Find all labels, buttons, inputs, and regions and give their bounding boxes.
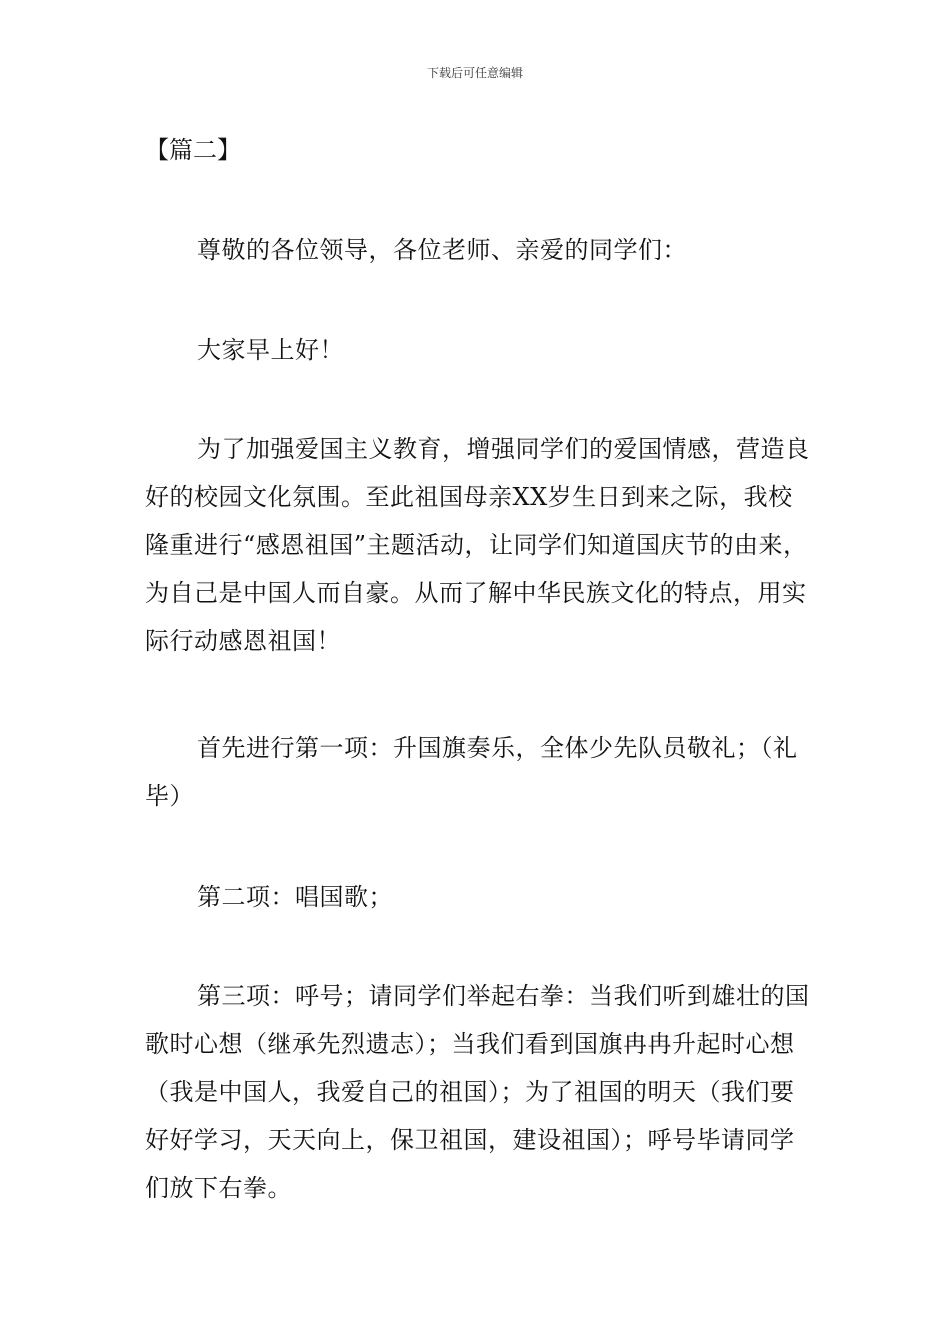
intro-paragraph: 为了加强爱国主义教育，增强同学们的爱国情感，营造良好的校园文化氛围。至此祖国母亲XX岁生日到来之际，我校隆重进行“感恩祖国”主题活动，让同学们知道国庆节的由来，为自己是中国人而自豪。从而了解中华民族文化的特点，用实际行动感恩祖国！ bbox=[145, 435, 810, 655]
greeting-paragraph: 尊敬的各位领导，各位老师、亲爱的同学们： bbox=[197, 236, 687, 264]
morning-greeting-paragraph: 大家早上好！ bbox=[197, 336, 344, 364]
item-three-paragraph: 第三项：呼号；请同学们举起右拳：当我们听到雄壮的国歌时心想（继承先烈遗志）；当我们看到国旗冉冉升起时心想（我是中国人，我爱自己的祖国）；为了祖国的明天（我们要好好学习，天天向上，保卫祖国，建设祖国）；呼号毕请同学们放下右拳。 bbox=[145, 982, 810, 1202]
header-note: 下载后可任意编辑 bbox=[426, 66, 523, 80]
section-title: 【篇二】 bbox=[145, 136, 241, 164]
item-one-paragraph: 首先进行第一项：升国旗奏乐，全体少先队员敬礼；（礼毕） bbox=[145, 734, 798, 810]
item-two-paragraph: 第二项：唱国歌； bbox=[197, 883, 393, 911]
